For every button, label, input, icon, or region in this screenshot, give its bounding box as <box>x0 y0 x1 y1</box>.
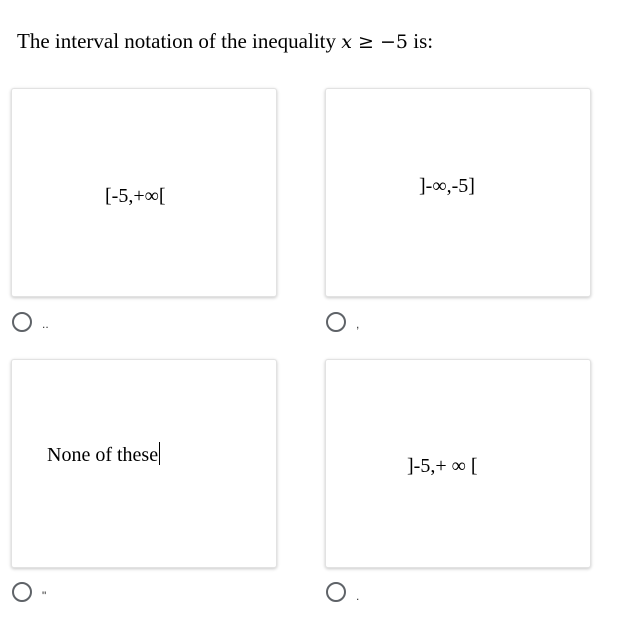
option-c-text: None of these <box>47 444 159 466</box>
option-b-radio[interactable] <box>326 312 346 332</box>
inequality-relation: ≥ −5 <box>351 31 408 53</box>
option-card-c[interactable] <box>11 359 277 568</box>
option-d-radio-label: . <box>356 589 360 603</box>
option-d-radio[interactable] <box>326 582 346 602</box>
option-a-text: [-5,+∞[ <box>105 185 166 207</box>
option-c-radio[interactable] <box>12 582 32 602</box>
option-card-b[interactable] <box>325 88 591 297</box>
option-a-radio[interactable] <box>12 312 32 332</box>
option-c-text-wrap <box>47 442 160 467</box>
inequality-variable: x <box>341 31 352 53</box>
option-card-d[interactable] <box>325 359 591 568</box>
inequality-math <box>341 31 408 53</box>
question-text <box>17 27 433 56</box>
question-prefix: The interval notation of the inequality <box>17 29 342 53</box>
option-b-radio-label: , <box>356 317 360 331</box>
option-d-text: ]-5,+ ∞ [ <box>407 455 478 477</box>
option-card-a[interactable] <box>11 88 277 297</box>
text-cursor <box>159 442 160 465</box>
question-suffix: is: <box>407 29 434 53</box>
option-b-text: ]-∞,-5] <box>419 175 475 197</box>
option-c-radio-label: " <box>42 589 47 603</box>
option-a-radio-label: .. <box>42 317 49 331</box>
